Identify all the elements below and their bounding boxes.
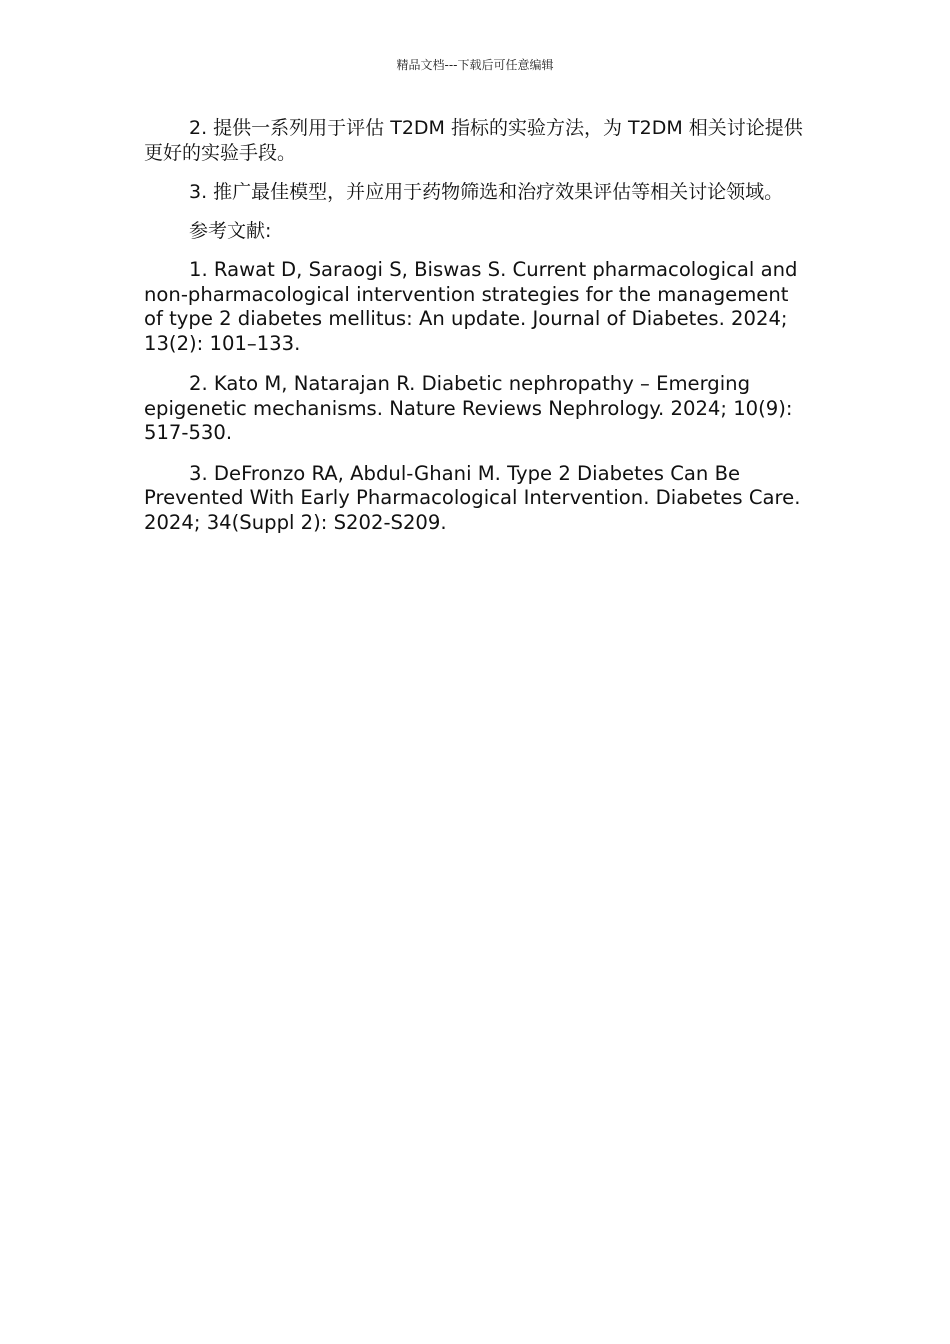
references-heading: 参考文献: bbox=[189, 220, 272, 242]
reference-item: 3. DeFronzo RA, Abdul-Ghani M. Type 2 Diabetes Can Be Prevented With Early Pharmacological Intervention. Diabetes Care. 2024; 34(Suppl 2): S202-S209. bbox=[144, 461, 801, 534]
body-paragraph: 2. 提供一系列用于评估 T2DM 指标的实验方法，为 T2DM 相关讨论提供更好的实验手段。 bbox=[144, 117, 803, 164]
document-body bbox=[144, 116, 804, 551]
page-header: 精品文档---下载后可任意编辑 bbox=[396, 58, 554, 72]
reference-item: 1. Rawat D, Saraogi S, Biswas S. Current pharmacological and non-pharmacological intervention strategies for the management of type 2 diabetes mellitus: An update. Journal of Diabetes. 2024; 13(2): 101–133. bbox=[144, 258, 798, 355]
body-paragraph: 3. 推广最佳模型，并应用于药物筛选和治疗效果评估等相关讨论领域。 bbox=[189, 181, 784, 203]
reference-item: 2. Kato M, Natarajan R. Diabetic nephropathy – Emerging epigenetic mechanisms. Nature Reviews Nephrology. 2024; 10(9): 517-530. bbox=[144, 372, 793, 444]
